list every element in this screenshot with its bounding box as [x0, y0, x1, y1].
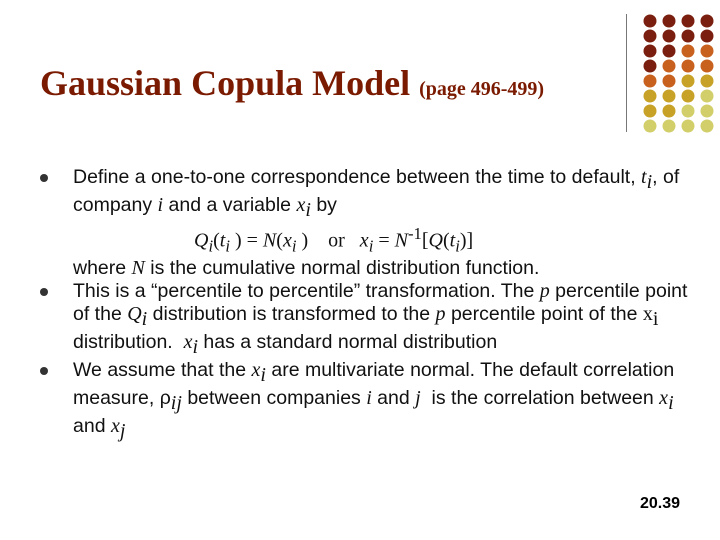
decorative-dot: [644, 120, 657, 133]
var-x: x: [251, 359, 261, 382]
f-x: x: [282, 229, 292, 252]
text-run: is the cumulative normal distribution function.: [144, 257, 540, 280]
copula-formula: [73, 222, 700, 258]
sub-i: i: [141, 308, 148, 331]
decorative-dot: [663, 75, 676, 88]
var-x: x: [642, 303, 653, 326]
decorative-dot: [644, 15, 657, 28]
text-run: percentile point of the: [445, 303, 643, 326]
f-sub: i: [225, 236, 230, 256]
text-run: Define a one-to-one correspondence between the time to default,: [73, 166, 642, 188]
var-x: x: [296, 193, 306, 216]
f-x: x: [359, 229, 369, 252]
decorative-dot: [644, 75, 657, 88]
f-Q: Q: [194, 229, 209, 252]
text-run: and a variable: [163, 193, 297, 216]
decorative-dot: [701, 90, 714, 103]
decorative-dot: [663, 105, 676, 118]
text-run: , of company: [73, 166, 680, 216]
text-run: are multivariate normal. The default correlation measure,: [73, 359, 675, 410]
decorative-dot: [663, 15, 676, 28]
decorative-dot: [663, 60, 676, 73]
decorative-dot: [644, 105, 657, 118]
var-p: p: [539, 280, 550, 303]
sub-i: i: [192, 336, 199, 359]
sub-j: j: [119, 419, 126, 442]
decorative-dot: [682, 15, 695, 28]
var-x: x: [110, 415, 120, 437]
var-N: N: [131, 257, 145, 280]
slide-number: 20.39: [639, 495, 680, 512]
text-run: between companies: [181, 387, 367, 410]
decorative-dot: [682, 30, 695, 43]
decorative-dot: [682, 45, 695, 58]
bullet-marker: [40, 174, 48, 182]
decorative-dot: [701, 15, 714, 28]
text-run: distribution is transformed to the: [147, 303, 436, 326]
f-t: t: [219, 229, 226, 252]
f-sub: i: [368, 236, 374, 256]
f-txt: )]: [459, 229, 474, 252]
decorative-dot: [701, 120, 714, 133]
decorative-dot: [682, 60, 695, 73]
decorative-dot: [644, 45, 657, 58]
decorative-dot: [682, 75, 695, 88]
decorative-dot: [644, 30, 657, 43]
f-sub: i: [291, 236, 297, 256]
decorative-dot: [701, 30, 714, 43]
title-divider: [626, 14, 627, 132]
text-run: is the correlation between: [420, 387, 660, 410]
slide-title-page-range: (page 496-499): [419, 78, 545, 100]
bullet-item-correlation: [40, 359, 700, 443]
f-txt: =: [373, 229, 395, 252]
f-txt: (: [213, 229, 220, 252]
decorative-dot: [701, 75, 714, 88]
text-run: This is a “percentile to percentile” transformation. The: [73, 280, 540, 303]
f-sub: i: [208, 236, 214, 256]
decorative-dot: [663, 120, 676, 133]
var-x: x: [183, 331, 193, 354]
decorative-dot: [682, 105, 695, 118]
text-run: by: [310, 193, 337, 216]
sub-i: i: [260, 364, 266, 387]
sub-i: i: [668, 392, 674, 414]
f-txt: [: [421, 229, 429, 252]
bullet-marker: [40, 288, 48, 296]
bullet-marker: [40, 367, 48, 375]
text-run: and: [371, 387, 416, 410]
text-run: has a standard normal distribution: [198, 331, 498, 354]
decorative-dot: [663, 30, 676, 43]
var-p: p: [435, 303, 446, 326]
var-Q: Q: [127, 303, 142, 326]
f-txt: ) or: [296, 229, 360, 252]
slide-title-main: Gaussian Copula Model: [40, 63, 411, 103]
f-Q: Q: [428, 229, 443, 252]
f-t: t: [449, 229, 456, 252]
f-sup: -1: [407, 223, 422, 243]
decorative-dot: [644, 60, 657, 73]
decorative-dot: [701, 45, 714, 58]
bullet-list: [40, 166, 700, 443]
decorative-dot-grid: [641, 14, 717, 134]
f-txt: (: [276, 229, 283, 252]
decorative-dot: [701, 105, 714, 118]
f-N: N: [394, 229, 408, 252]
decorative-dot: [663, 45, 676, 58]
f-txt: (: [442, 229, 450, 252]
sub-i: i: [646, 170, 653, 193]
var-i: i: [366, 387, 372, 410]
f-txt: ) =: [229, 229, 263, 252]
bullet-item-definition: [40, 166, 700, 280]
text-run: where: [73, 257, 132, 280]
f-N: N: [262, 229, 277, 252]
text-run: percentile point of the: [73, 280, 688, 326]
slide-title: [40, 62, 544, 104]
decorative-dot: [701, 60, 714, 73]
var-i: i: [157, 193, 164, 216]
decorative-dot: [644, 90, 657, 103]
sub-ij: ij: [170, 392, 182, 414]
sub-i: i: [652, 308, 659, 331]
text-run: We assume that the: [73, 359, 252, 382]
var-rho: ρ: [159, 387, 171, 410]
f-sub: i: [455, 236, 460, 256]
var-j: j: [415, 387, 421, 410]
sub-i: i: [305, 198, 311, 221]
decorative-dot: [663, 90, 676, 103]
var-x: x: [659, 387, 669, 410]
text-run: and: [73, 415, 111, 437]
decorative-dot: [682, 120, 695, 133]
decorative-dot: [682, 90, 695, 103]
bullet-item-percentile: [40, 280, 700, 359]
text-run: distribution.: [73, 303, 664, 354]
var-t: t: [641, 166, 647, 188]
